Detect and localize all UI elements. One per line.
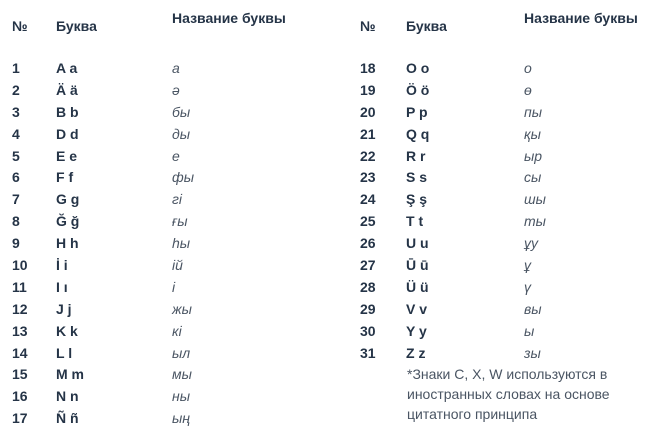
letter-number: 11 (12, 278, 27, 295)
letter-name: пы (524, 103, 543, 120)
letter-number: 22 (360, 147, 376, 164)
letter-number: 29 (360, 300, 376, 317)
letter-glyph: R r (406, 147, 426, 164)
letter-number: 9 (12, 235, 20, 252)
letter-number: 20 (360, 103, 376, 120)
letter-name: ғы (172, 213, 188, 230)
table-row (0, 58, 330, 80)
table-row (0, 146, 330, 168)
letter-glyph: A a (56, 60, 78, 76)
letter-name: ұ (524, 257, 531, 274)
letter-number: 30 (360, 322, 376, 339)
table-body (0, 58, 330, 430)
letter-number: 12 (12, 300, 28, 317)
table-row (0, 124, 330, 146)
letter-number: 18 (360, 60, 376, 76)
header-number: № (360, 18, 376, 34)
table-row (348, 233, 652, 255)
letter-number: 21 (360, 125, 376, 142)
letter-number: 1 (12, 60, 20, 76)
letter-glyph: Ä ä (56, 81, 78, 98)
letter-number: 24 (360, 191, 376, 208)
letter-number: 10 (12, 257, 28, 274)
table-body (348, 58, 652, 364)
letter-glyph: P p (406, 103, 428, 120)
letter-name: жы (172, 300, 192, 317)
letter-name: е (172, 147, 180, 164)
letter-glyph: S s (406, 169, 428, 186)
letter-name: зы (524, 344, 541, 361)
letter-name: вы (524, 300, 542, 317)
letter-name: ны (172, 388, 191, 405)
table-row (348, 277, 652, 299)
letter-number: 13 (12, 322, 28, 339)
table-row (0, 299, 330, 321)
table-header (348, 0, 652, 56)
letter-number: 26 (360, 235, 376, 252)
letter-glyph: Ğ ğ (56, 213, 80, 230)
letter-glyph: I ı (56, 278, 68, 295)
letter-glyph: N n (56, 388, 79, 405)
table-row (348, 211, 652, 233)
letter-number: 3 (12, 103, 20, 120)
letter-glyph: L l (56, 344, 73, 361)
letter-name: кі (172, 322, 182, 339)
table-row (348, 58, 652, 80)
letter-number: 15 (12, 366, 28, 383)
table-row (348, 124, 652, 146)
table-row (348, 343, 652, 365)
letter-glyph: Ū ū (406, 257, 429, 274)
letter-glyph: Q q (406, 125, 430, 142)
letter-number: 5 (12, 147, 20, 164)
letter-number: 6 (12, 169, 20, 186)
letter-name: гі (172, 191, 183, 208)
letter-number: 17 (12, 410, 28, 427)
table-row (0, 408, 330, 430)
letter-name: қы (524, 125, 541, 142)
letter-glyph: Z z (406, 344, 426, 361)
letter-name: ыл (172, 344, 191, 361)
table-row (0, 189, 330, 211)
letter-number: 28 (360, 278, 376, 295)
letter-name: ың (172, 410, 191, 427)
table-row (0, 233, 330, 255)
letter-glyph: Ü ü (406, 278, 429, 295)
table-row (348, 189, 652, 211)
letter-number: 19 (360, 81, 376, 98)
table-row (0, 167, 330, 189)
letter-name: ү (524, 278, 531, 295)
header-letter-name: Название буквы (524, 10, 638, 26)
header-letter: Буква (56, 18, 97, 34)
letter-glyph: U u (406, 235, 429, 252)
table-row (0, 102, 330, 124)
letter-name: о (524, 60, 532, 76)
letter-name: ты (524, 213, 546, 230)
letter-number: 2 (12, 81, 20, 98)
header-letter: Буква (406, 18, 447, 34)
table-header (0, 0, 330, 56)
letter-name: ө (524, 81, 532, 98)
table-row (348, 321, 652, 343)
letter-glyph: E e (56, 147, 78, 164)
letter-glyph: Y y (406, 322, 427, 339)
letter-name: мы (172, 366, 192, 383)
letter-number: 8 (12, 213, 20, 230)
letter-glyph: Ö ö (406, 81, 430, 98)
letter-name: і (172, 278, 176, 295)
footnote: *Знаки C, X, W используются в иностранных словах на основе цитатного принципа (407, 366, 610, 422)
letter-name: ұу (524, 235, 538, 252)
table-row (0, 255, 330, 277)
letter-number: 7 (12, 191, 20, 208)
letter-number: 31 (360, 344, 376, 361)
letter-name: фы (172, 169, 194, 186)
letter-name: ә (172, 81, 180, 98)
letter-name: ыр (524, 147, 543, 164)
letter-name: бы (172, 103, 191, 120)
letter-glyph: T t (406, 213, 424, 230)
letter-number: 16 (12, 388, 28, 405)
letter-glyph: O o (406, 60, 430, 76)
letter-number: 14 (12, 344, 28, 361)
letter-glyph: J j (56, 300, 72, 317)
letter-name: шы (524, 191, 546, 208)
letter-glyph: M m (56, 366, 84, 383)
table-row (0, 386, 330, 408)
letter-glyph: F f (56, 169, 74, 186)
letter-name: сы (524, 169, 542, 186)
letter-glyph: Ş ş (406, 191, 428, 208)
header-letter-name: Название буквы (172, 10, 286, 26)
table-row (348, 146, 652, 168)
letter-glyph: D d (56, 125, 79, 142)
letter-name: ій (172, 257, 183, 274)
letter-glyph: V v (406, 300, 428, 317)
table-row (348, 102, 652, 124)
letter-glyph: B b (56, 103, 79, 120)
letter-name: һы (172, 235, 191, 252)
letter-glyph: Ñ ñ (56, 410, 79, 427)
table-row (348, 299, 652, 321)
table-row (0, 364, 330, 386)
letter-name: ды (172, 125, 191, 142)
letter-number: 4 (12, 125, 20, 142)
letter-glyph: İ i (56, 257, 68, 274)
table-row (0, 343, 330, 365)
letter-number: 23 (360, 169, 376, 186)
table-row (0, 277, 330, 299)
table-row (0, 80, 330, 102)
table-row (0, 211, 330, 233)
table-row (0, 321, 330, 343)
letter-number: 25 (360, 213, 376, 230)
letter-name: а (172, 60, 180, 76)
header-number: № (12, 18, 28, 34)
letter-glyph: G g (56, 191, 80, 208)
table-row (348, 80, 652, 102)
letter-glyph: K k (56, 322, 78, 339)
letter-number: 27 (360, 257, 376, 274)
alphabet-table-right (348, 0, 652, 362)
table-row (348, 255, 652, 277)
table-row (348, 167, 652, 189)
letter-name: ы (524, 322, 535, 339)
letter-glyph: H h (56, 235, 79, 252)
